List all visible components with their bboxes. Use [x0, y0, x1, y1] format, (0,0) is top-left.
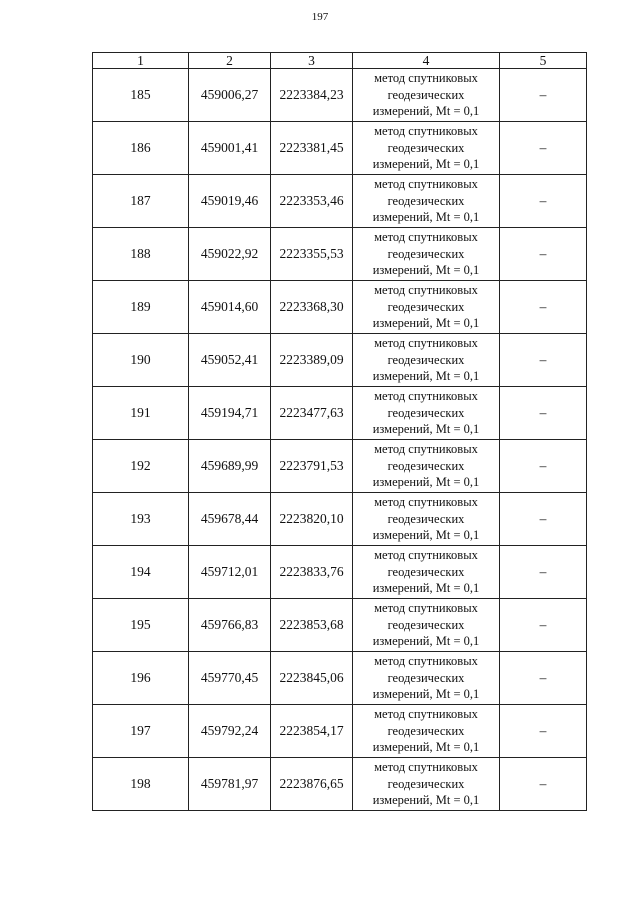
point-number-cell: 195	[93, 599, 189, 652]
x-coordinate-cell: 459770,45	[189, 652, 271, 705]
note-cell: –	[500, 281, 587, 334]
table-row	[93, 440, 587, 493]
method-cell	[353, 758, 500, 811]
table-row	[93, 228, 587, 281]
column-header-5: 5	[500, 53, 587, 69]
note-cell: –	[500, 69, 587, 122]
x-coordinate-cell: 459022,92	[189, 228, 271, 281]
method-line: метод спутниковых	[374, 124, 478, 139]
note-cell: –	[500, 758, 587, 811]
method-cell	[353, 122, 500, 175]
method-line: метод спутниковых	[374, 442, 478, 457]
method-line: геодезических	[387, 617, 465, 632]
method-line: измерений, Mt = 0,1	[372, 528, 480, 543]
method-line: геодезических	[387, 511, 465, 526]
x-coordinate-cell: 459678,44	[189, 493, 271, 546]
method-cell	[353, 69, 500, 122]
method-line: геодезических	[387, 776, 465, 791]
method-line: метод спутниковых	[374, 548, 478, 563]
method-line: метод спутниковых	[374, 283, 478, 298]
method-line: геодезических	[387, 564, 465, 579]
note-cell: –	[500, 440, 587, 493]
table-row	[93, 175, 587, 228]
method-cell	[353, 705, 500, 758]
method-line: измерений, Mt = 0,1	[372, 157, 480, 172]
method-cell	[353, 334, 500, 387]
method-line: метод спутниковых	[374, 71, 478, 86]
column-header-4: 4	[353, 53, 500, 69]
note-cell: –	[500, 334, 587, 387]
method-line: измерений, Mt = 0,1	[372, 104, 480, 119]
method-cell	[353, 281, 500, 334]
x-coordinate-cell: 459194,71	[189, 387, 271, 440]
method-line: метод спутниковых	[374, 707, 478, 722]
point-number-cell: 191	[93, 387, 189, 440]
method-cell	[353, 546, 500, 599]
method-line: измерений, Mt = 0,1	[372, 634, 480, 649]
method-line: измерений, Mt = 0,1	[372, 210, 480, 225]
coordinates-table	[92, 52, 587, 811]
note-cell: –	[500, 652, 587, 705]
method-line: геодезических	[387, 670, 465, 685]
note-cell: –	[500, 705, 587, 758]
y-coordinate-cell: 2223845,06	[271, 652, 353, 705]
method-cell	[353, 175, 500, 228]
note-cell: –	[500, 493, 587, 546]
point-number-cell: 194	[93, 546, 189, 599]
method-line: метод спутниковых	[374, 495, 478, 510]
method-cell	[353, 440, 500, 493]
x-coordinate-cell: 459019,46	[189, 175, 271, 228]
y-coordinate-cell: 2223854,17	[271, 705, 353, 758]
method-line: геодезических	[387, 193, 465, 208]
y-coordinate-cell: 2223353,46	[271, 175, 353, 228]
note-cell: –	[500, 122, 587, 175]
note-cell: –	[500, 175, 587, 228]
y-coordinate-cell: 2223355,53	[271, 228, 353, 281]
point-number-cell: 188	[93, 228, 189, 281]
method-cell	[353, 652, 500, 705]
method-line: геодезических	[387, 246, 465, 261]
table-row	[93, 546, 587, 599]
note-cell: –	[500, 599, 587, 652]
method-line: измерений, Mt = 0,1	[372, 369, 480, 384]
y-coordinate-cell: 2223876,65	[271, 758, 353, 811]
note-cell: –	[500, 546, 587, 599]
method-line: измерений, Mt = 0,1	[372, 740, 480, 755]
method-line: измерений, Mt = 0,1	[372, 263, 480, 278]
point-number-cell: 187	[93, 175, 189, 228]
x-coordinate-cell: 459689,99	[189, 440, 271, 493]
method-line: геодезических	[387, 140, 465, 155]
method-line: измерений, Mt = 0,1	[372, 475, 480, 490]
method-line: метод спутниковых	[374, 336, 478, 351]
note-cell: –	[500, 387, 587, 440]
page-number: 197	[311, 11, 329, 23]
point-number-cell: 196	[93, 652, 189, 705]
point-number-cell: 185	[93, 69, 189, 122]
column-header-3: 3	[271, 53, 353, 69]
y-coordinate-cell: 2223853,68	[271, 599, 353, 652]
column-header-2: 2	[189, 53, 271, 69]
table-row	[93, 334, 587, 387]
y-coordinate-cell: 2223384,23	[271, 69, 353, 122]
method-line: геодезических	[387, 723, 465, 738]
method-line: геодезических	[387, 299, 465, 314]
point-number-cell: 198	[93, 758, 189, 811]
point-number-cell: 192	[93, 440, 189, 493]
table-row	[93, 122, 587, 175]
point-number-cell: 186	[93, 122, 189, 175]
table-row	[93, 493, 587, 546]
x-coordinate-cell: 459001,41	[189, 122, 271, 175]
method-line: измерений, Mt = 0,1	[372, 316, 480, 331]
method-cell	[353, 599, 500, 652]
y-coordinate-cell: 2223820,10	[271, 493, 353, 546]
x-coordinate-cell: 459766,83	[189, 599, 271, 652]
point-number-cell: 189	[93, 281, 189, 334]
point-number-cell: 197	[93, 705, 189, 758]
table-row	[93, 69, 587, 122]
table-row	[93, 387, 587, 440]
method-line: геодезических	[387, 352, 465, 367]
method-line: метод спутниковых	[374, 230, 478, 245]
point-number-cell: 190	[93, 334, 189, 387]
method-line: измерений, Mt = 0,1	[372, 422, 480, 437]
table-header-row	[93, 53, 587, 69]
method-cell	[353, 387, 500, 440]
table-row	[93, 705, 587, 758]
method-line: метод спутниковых	[374, 654, 478, 669]
method-line: геодезических	[387, 87, 465, 102]
x-coordinate-cell: 459006,27	[189, 69, 271, 122]
column-header-1: 1	[93, 53, 189, 69]
x-coordinate-cell: 459792,24	[189, 705, 271, 758]
table-row	[93, 652, 587, 705]
method-line: геодезических	[387, 405, 465, 420]
y-coordinate-cell: 2223389,09	[271, 334, 353, 387]
method-line: метод спутниковых	[374, 760, 478, 775]
x-coordinate-cell: 459781,97	[189, 758, 271, 811]
note-cell: –	[500, 228, 587, 281]
table-row	[93, 281, 587, 334]
y-coordinate-cell: 2223791,53	[271, 440, 353, 493]
y-coordinate-cell: 2223833,76	[271, 546, 353, 599]
method-line: метод спутниковых	[374, 177, 478, 192]
method-line: измерений, Mt = 0,1	[372, 581, 480, 596]
table-body	[93, 69, 587, 811]
method-line: метод спутниковых	[374, 601, 478, 616]
x-coordinate-cell: 459712,01	[189, 546, 271, 599]
table-row	[93, 758, 587, 811]
method-line: метод спутниковых	[374, 389, 478, 404]
method-cell	[353, 493, 500, 546]
point-number-cell: 193	[93, 493, 189, 546]
method-line: измерений, Mt = 0,1	[372, 793, 480, 808]
table-row	[93, 599, 587, 652]
method-cell	[353, 228, 500, 281]
method-line: измерений, Mt = 0,1	[372, 687, 480, 702]
x-coordinate-cell: 459014,60	[189, 281, 271, 334]
y-coordinate-cell: 2223381,45	[271, 122, 353, 175]
y-coordinate-cell: 2223368,30	[271, 281, 353, 334]
x-coordinate-cell: 459052,41	[189, 334, 271, 387]
method-line: геодезических	[387, 458, 465, 473]
y-coordinate-cell: 2223477,63	[271, 387, 353, 440]
